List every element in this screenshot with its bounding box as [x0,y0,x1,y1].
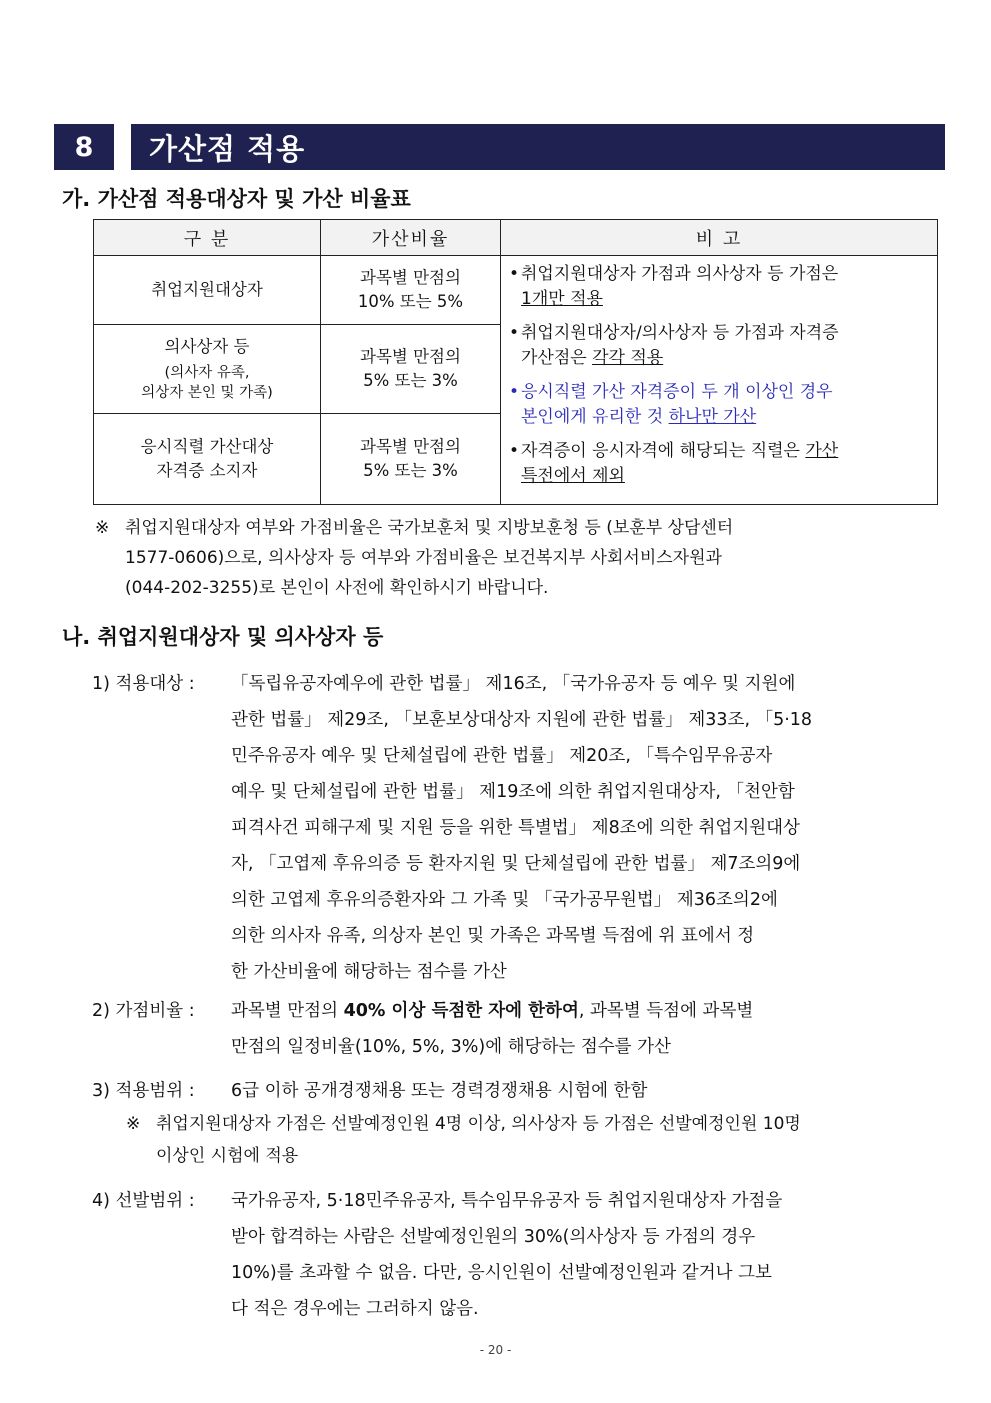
remark-text: 취업지원대상자/의사상자 등 가점과 자격증 [521,323,839,343]
item-text: 과목별 만점의 [231,1001,344,1021]
item-text-bold: 40% 이상 득점한 자에 한하여 [343,1001,579,1021]
rate-line: 5% 또는 3% [363,371,458,390]
section-title: 가산점 적용 [131,124,945,170]
item-label: 3) 적용범위 : [92,1081,195,1101]
remark-item: • 자격증이 응시자격에 해당되는 직렬은 가산 특전에서 제외 [509,441,839,486]
category-cell [94,325,321,414]
item-label: 1) 적용대상 : [92,674,195,694]
item-line: 국가유공자, 5·18민주유공자, 특수임무유공자 등 취업지원대상자 가점을 [231,1191,783,1211]
note-mark: ※ [126,1114,141,1134]
remark-text: 하나만 가산 [668,407,757,427]
item-line: 의한 의사자 유족, 의상자 본인 및 가족은 과목별 득점에 위 표에서 정 [231,926,755,946]
remark-text: 취업지원대상자 가점과 의사상자 등 가점은 [521,264,839,284]
item-label: 4) 선발범위 : [92,1191,195,1211]
note-line: 취업지원대상자 여부와 가점비율은 국가보훈처 및 지방보훈청 등 (보훈부 상담센터 [125,518,734,538]
rate-cell [321,256,501,325]
bonus-rate-table [93,219,938,505]
remark-item: • 응시직렬 가산 자격증이 두 개 이상인 경우 본인에게 유리한 것 하나만 가산 [509,382,833,427]
category-sublabel: (의사자 유족, [164,365,250,381]
item-line: 만점의 일정비율(10%, 5%, 3%)에 해당하는 점수를 가산 [231,1037,671,1057]
header-remarks: 비 고 [501,220,938,256]
header-category: 구 분 [94,220,321,256]
item-line: 10%)를 초과할 수 없음. 다만, 응시인원이 선발예정인원과 같거나 그보 [231,1263,772,1283]
item-line: 의한 고엽제 후유의증환자와 그 가족 및 「국가공무원법」 제36조의2에 [231,890,778,910]
note-line: 취업지원대상자 가점은 선발예정인원 4명 이상, 의사상자 등 가점은 선발예정인원 10명 [156,1114,801,1134]
item-line: 6급 이하 공개경쟁채용 또는 경력경쟁채용 시험에 한함 [231,1081,648,1101]
table-note [95,513,945,603]
rate-cell [321,325,501,414]
rate-line: 과목별 만점의 [360,347,461,366]
rate-line: 5% 또는 3% [363,461,458,480]
note-line: 이상인 시험에 적용 [156,1146,299,1166]
item-line: 「독립유공자예우에 관한 법률」 제16조, 「국가유공자 등 예우 및 지원에 [231,674,796,694]
remark-item: • 취업지원대상자 가점과 의사상자 등 가점은 1개만 적용 [509,264,839,309]
note-mark: ※ [95,518,110,538]
item-label: 2) 가점비율 : [92,1001,195,1021]
item-line: 한 가산비율에 해당하는 점수를 가산 [231,962,507,982]
item-line [231,993,947,1029]
section-number: 8 [54,124,114,170]
category-cell [94,256,321,325]
item-note [126,1108,946,1172]
item-body [231,666,947,990]
item-line: 피격사건 피해구제 및 지원 등을 위한 특별법」 제8조에 의한 취업지원대상 [231,818,800,838]
item-line: 관한 법률」 제29조, 「보훈보상대상자 지원에 관한 법률」 제33조, 「5·18 [231,710,813,730]
subsection-a-title: 가. 가산점 적용대상자 및 가산 비율표 [62,187,411,211]
item-text: , 과목별 득점에 과목별 [578,1001,754,1021]
item-line: 다 적은 경우에는 그러하지 않음. [231,1299,479,1319]
note-line: (044-202-3255)로 본인이 사전에 확인하시기 바랍니다. [125,578,549,598]
table-header-row [94,220,938,256]
note-line: 1577-0606)으로, 의사상자 등 여부와 가점비율은 보건복지부 사회서비스자원과 [125,548,722,568]
category-label: 자격증 소지자 [156,461,258,480]
item-line: 민주유공자 예우 및 단체설립에 관한 법률」 제20조, 「특수임무유공자 [231,746,773,766]
header-rate: 가산비율 [321,220,501,256]
item-body [231,1183,947,1327]
remark-text: 본인에게 유리한 것 [521,407,669,427]
subsection-b-title: 나. 취업지원대상자 및 의사상자 등 [62,625,384,649]
page-number: - 20 - [479,1343,512,1357]
remark-text: 1개만 적용 [521,289,603,309]
remark-text: 특전에서 제외 [521,466,625,486]
table-row [94,256,938,325]
rate-line: 과목별 만점의 [360,437,461,456]
item-line: 자, 「고엽제 후유의증 등 환자지원 및 단체설립에 관한 법률」 제7조의9에 [231,854,801,874]
rate-line: 10% 또는 5% [357,292,464,311]
remark-text: 각각 적용 [592,348,664,368]
category-label: 응시직렬 가산대상 [140,437,274,456]
category-cell [94,414,321,505]
remark-item: • 취업지원대상자/의사상자 등 가점과 자격증 가산점은 각각 적용 [509,323,839,368]
remarks-cell [501,256,938,505]
category-label: 취업지원대상자 [151,280,263,299]
remark-text: 자격증이 응시자격에 해당되는 직렬은 [521,441,806,461]
rate-cell [321,414,501,505]
remark-text: 가산 [805,441,839,461]
item-line: 예우 및 단체설립에 관한 법률」 제19조에 의한 취업지원대상자, 「천안함 [231,782,795,802]
remark-text: 응시직렬 가산 자격증이 두 개 이상인 경우 [521,382,833,402]
item-line: 받아 합격하는 사람은 선발예정인원의 30%(의사상자 등 가점의 경우 [231,1227,756,1247]
category-label: 의사상자 등 [164,337,250,356]
item-body [231,993,947,1065]
rate-line: 과목별 만점의 [360,268,461,287]
category-sublabel: 의상자 본인 및 가족) [141,385,273,401]
remark-text: 가산점은 [521,348,593,368]
